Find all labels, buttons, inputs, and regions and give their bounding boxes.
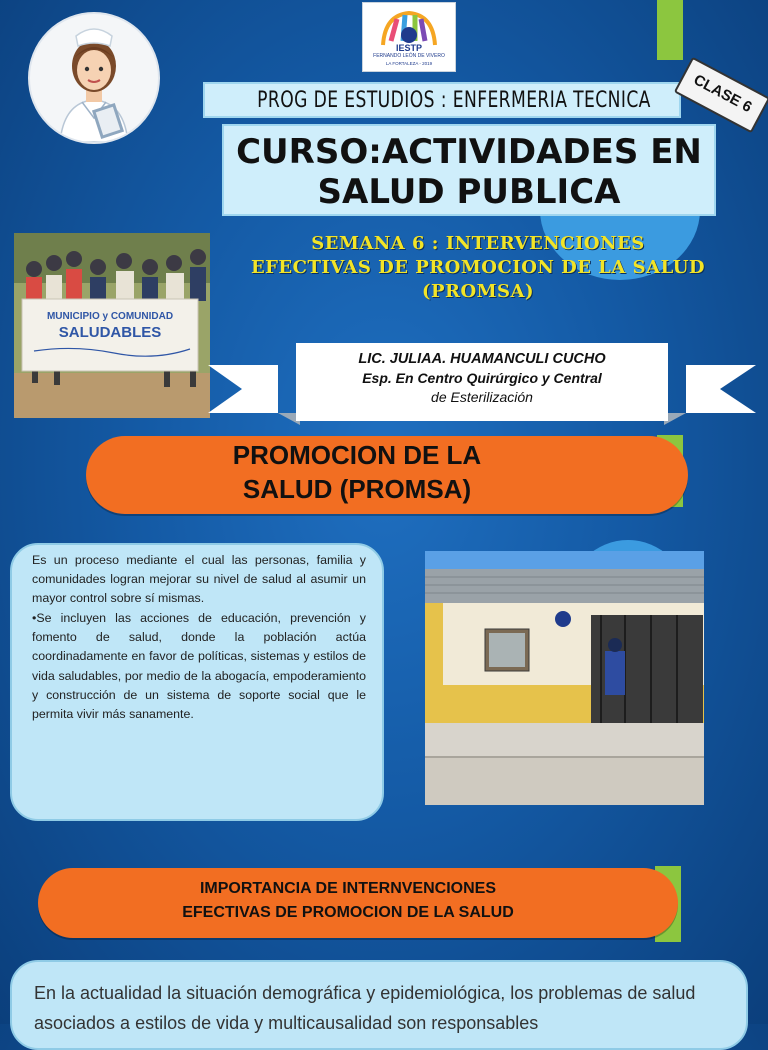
- importance-para: En la actualidad la situación demográfica y epidemiológica, los problemas de salud asociados a estilos de vida y multicausalidad son responsables: [34, 983, 696, 1033]
- logo-city: LA FORTALEZA - 2019: [385, 61, 433, 66]
- week-title-line3: (PROMSA): [421, 281, 535, 302]
- green-accent-bar: [657, 0, 683, 60]
- course-title-line2: SALUD PUBLICA: [317, 172, 621, 212]
- health-post-photo: [425, 551, 704, 805]
- promsa-heading-line2: SALUD (PROMSA): [242, 474, 472, 504]
- promsa-definition-para1: Es un proceso mediante el cual las personas, familia y comunidades logran mejorar su nivel de salud al asumir un mayor control sobre sí mismas.: [32, 553, 366, 606]
- logo-subtitle: FERNANDO LEÓN DE VIVERO: [373, 53, 445, 59]
- community-photo: [14, 233, 210, 418]
- program-banner: [203, 82, 681, 118]
- author-specialty-line1: Esp. En Centro Quirúrgico y Central: [362, 370, 602, 386]
- week-title-line2: EFECTIVAS DE PROMOCION DE LA SALUD: [250, 257, 706, 278]
- importance-heading-line2: EFECTIVAS DE PROMOCION DE LA SALUD: [182, 904, 514, 921]
- program-title: PROG DE ESTUDIOS : ENFERMERIA TECNICA: [257, 88, 651, 113]
- banner-text-line1: MUNICIPIO y COMUNIDAD: [46, 311, 174, 322]
- importance-heading-line1: IMPORTANCIA DE INTERNVENCIONES: [199, 880, 496, 897]
- course-title-box: [222, 124, 716, 216]
- importance-heading-pill: [38, 868, 678, 938]
- promsa-heading-pill: [86, 436, 688, 514]
- week-title-line1: SEMANA 6 : INTERVENCIONES: [311, 233, 645, 254]
- institution-logo: [362, 2, 456, 72]
- banner-text-line2: SALUDABLES: [58, 324, 162, 341]
- author-ribbon: [208, 343, 756, 429]
- week-title: [228, 232, 728, 304]
- importance-text-box: [10, 960, 748, 1050]
- clase-tag: [674, 57, 768, 134]
- author-name: LIC. JULIAA. HUAMANCULI CUCHO: [358, 351, 606, 367]
- author-specialty-line2: de Esterilización: [431, 389, 533, 405]
- promsa-definition-para2: •Se incluyen las acciones de educación, prevención y fomento de salud, donde la población actúa coordinadamente en favor de políticas, sistemas y estilos de vida saludables, por medio de la abogacía, empoderamiento y construcción de un sistema de soporte social que le permita vivir más sanamente.: [32, 611, 366, 722]
- nurse-avatar: [28, 12, 160, 144]
- clase-label: CLASE 6: [690, 71, 755, 117]
- promsa-heading-line1: PROMOCION DE LA: [232, 440, 482, 470]
- course-title-line1: CURSO:ACTIVIDADES EN: [236, 132, 702, 172]
- promsa-definition-box: [10, 543, 384, 821]
- logo-name: IESTP: [395, 43, 422, 53]
